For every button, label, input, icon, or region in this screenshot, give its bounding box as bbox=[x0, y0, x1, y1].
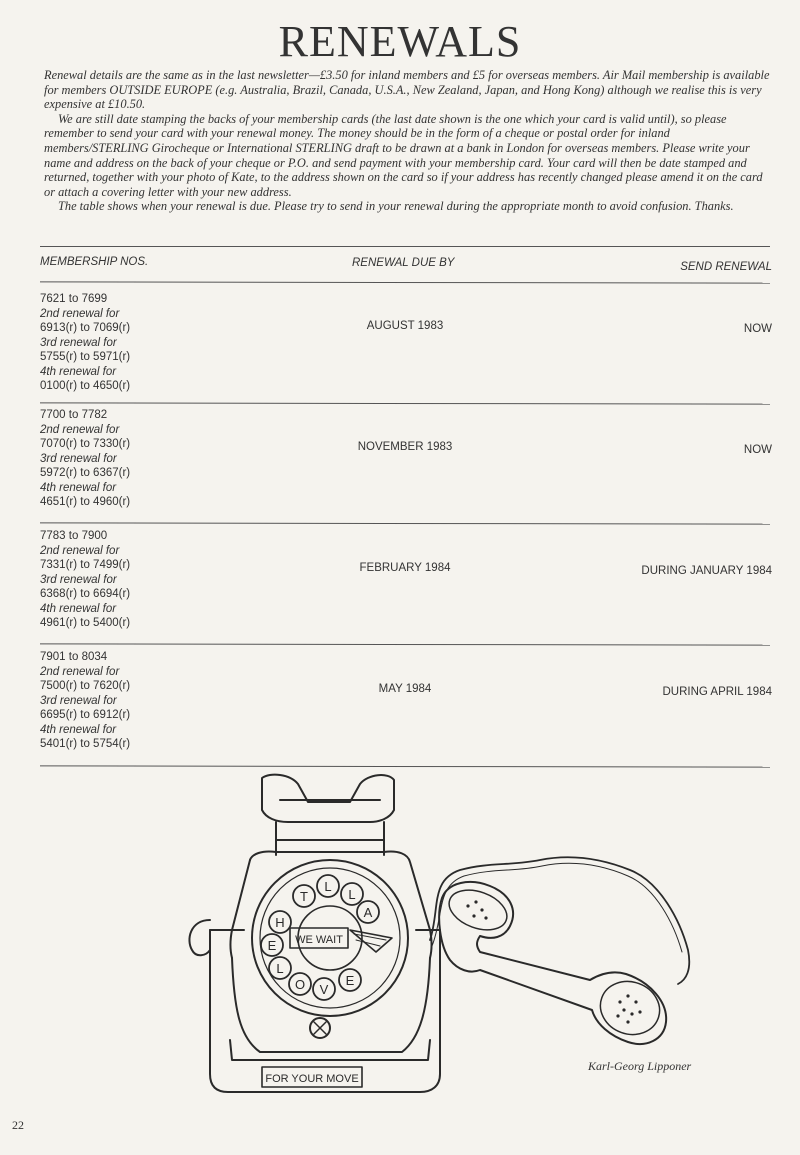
table-row-2-membership bbox=[40, 408, 130, 510]
dial-letter-t: T bbox=[300, 889, 308, 904]
intro-paragraph-3: The table shows when your renewal is due. Please try to send in your renewal during the appropriate month to avoid confusion. Thanks. bbox=[58, 199, 734, 214]
row-3-r3-label: 3rd renewal for bbox=[40, 573, 117, 586]
row-2-r3: 5972(r) to 6367(r) bbox=[40, 467, 131, 479]
row-1-r4: 0100(r) to 4650(r) bbox=[40, 380, 131, 392]
row-2-r2: 7070(r) to 7330(r) bbox=[40, 438, 131, 450]
row-2-range: 7700 to 7782 bbox=[40, 409, 108, 421]
row-4-r3-label: 3rd renewal for bbox=[40, 694, 117, 707]
row-divider-1 bbox=[40, 402, 770, 404]
intro-paragraph-1: Renewal details are the same as in the last newsletter—£3.50 for inland members and £5 for overseas members. Air Mail membership is available for members OUTSIDE EUROPE (e.g. Australia, Brazil, Canada, U.S.A., New Zealand, Japan, and Hong Kong) although we realise this is very expensive at £10.50. bbox=[44, 68, 770, 112]
row-2-r4: 4651(r) to 4960(r) bbox=[40, 496, 131, 508]
dial-letter-l3: L bbox=[324, 879, 332, 894]
row-4-r2: 7500(r) to 7620(r) bbox=[40, 680, 131, 692]
telephone-drawing-icon bbox=[180, 770, 720, 1105]
dial-letter-l2: L bbox=[348, 887, 356, 902]
dial-letter-v: V bbox=[319, 982, 329, 997]
table-row-4-due: MAY 1984 bbox=[378, 683, 432, 695]
plate-label: FOR YOUR MOVE bbox=[265, 1073, 359, 1085]
table-row-4-send: DURING APRIL 1984 bbox=[662, 686, 772, 698]
intro-paragraph-2: We are still date stamping the backs of your membership cards (the last date shown is the one which your card is valid until), so please remember to send your card with your renewal money. The money should be in the form of a cheque or postal order for inland members/STERLING Girocheque or International STERLING draft to be drawn at a bank in London for overseas members. Please write your name and address on the back of your cheque or P.O. and send payment with your membership card. Your card will then be date stamped and returned, together with your photo of Kate, to the address shown on the card so if your address has recently changed please amend it on the card or attach a covering letter with your new address. bbox=[44, 111, 763, 199]
header-due: RENEWAL DUE BY bbox=[352, 257, 455, 269]
header-send: SEND RENEWAL bbox=[680, 261, 772, 273]
row-2-r2-label: 2nd renewal for bbox=[40, 423, 120, 436]
row-1-r2-label: 2nd renewal for bbox=[40, 307, 120, 320]
table-top-rule bbox=[40, 246, 770, 247]
page-number: 22 bbox=[12, 1118, 24, 1132]
table-row-4-membership bbox=[40, 650, 130, 752]
dial-letter-l1: L bbox=[276, 961, 284, 976]
row-3-r3: 6368(r) to 6694(r) bbox=[40, 588, 131, 600]
row-3-r2: 7331(r) to 7499(r) bbox=[40, 559, 131, 571]
row-4-range: 7901 to 8034 bbox=[40, 651, 108, 663]
row-1-r3-label: 3rd renewal for bbox=[40, 336, 117, 349]
page-title: RENEWALS bbox=[278, 17, 522, 66]
row-3-range: 7783 to 7900 bbox=[40, 530, 108, 542]
row-4-r4-label: 4th renewal for bbox=[40, 723, 117, 736]
header-membership: MEMBERSHIP NOS. bbox=[40, 256, 149, 268]
row-4-r2-label: 2nd renewal for bbox=[40, 665, 120, 678]
table-row-3-due: FEBRUARY 1984 bbox=[359, 562, 451, 574]
row-divider-3 bbox=[40, 643, 770, 645]
row-1-r4-label: 4th renewal for bbox=[40, 365, 117, 378]
table-row-2-send: NOW bbox=[743, 444, 772, 456]
row-3-r2-label: 2nd renewal for bbox=[40, 544, 120, 557]
dial-letter-a: A bbox=[363, 905, 373, 920]
dial-letter-e2: E bbox=[345, 973, 355, 988]
dial-letter-e: E bbox=[267, 938, 277, 953]
row-2-r4-label: 4th renewal for bbox=[40, 481, 117, 494]
dial-letter-o: O bbox=[294, 977, 306, 992]
row-3-r4-label: 4th renewal for bbox=[40, 602, 117, 615]
table-row-3-send: DURING JANUARY 1984 bbox=[641, 565, 772, 577]
row-1-r2: 6913(r) to 7069(r) bbox=[40, 322, 131, 334]
table-row-1-send: NOW bbox=[743, 323, 772, 335]
table-row-1-due: AUGUST 1983 bbox=[366, 320, 444, 332]
table-row-3-membership bbox=[40, 529, 130, 631]
header-rule bbox=[40, 281, 770, 283]
row-2-r3-label: 3rd renewal for bbox=[40, 452, 117, 465]
intro-text bbox=[44, 68, 776, 214]
dial-letter-h: H bbox=[275, 915, 285, 930]
dial-center-label: WE WAIT bbox=[295, 934, 343, 946]
row-4-r4: 5401(r) to 5754(r) bbox=[40, 738, 131, 750]
artist-signature: Karl-Georg Lipponer bbox=[588, 1059, 692, 1073]
row-1-r3: 5755(r) to 5971(r) bbox=[40, 351, 131, 363]
row-4-r3: 6695(r) to 6912(r) bbox=[40, 709, 131, 721]
row-1-range: 7621 to 7699 bbox=[40, 293, 108, 305]
table-bottom-rule bbox=[40, 765, 770, 767]
row-3-r4: 4961(r) to 5400(r) bbox=[40, 617, 131, 629]
table-row-2-due: NOVEMBER 1983 bbox=[357, 441, 453, 453]
table-row-1-membership bbox=[40, 292, 130, 394]
row-divider-2 bbox=[40, 522, 770, 524]
